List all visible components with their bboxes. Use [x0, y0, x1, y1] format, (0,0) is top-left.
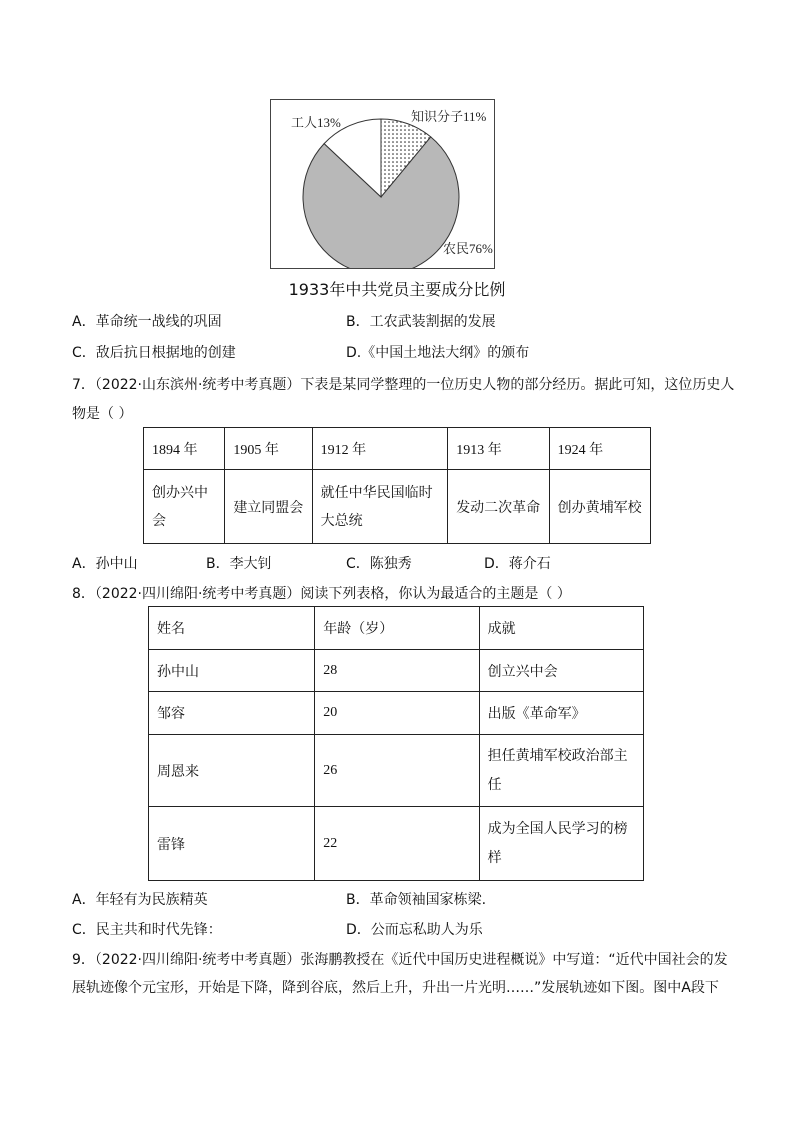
q8-age-cell: 20	[315, 692, 479, 735]
q7-option-a[interactable]: A．孙中山	[72, 556, 138, 572]
slice-label-intellectual: 知识分子11%	[411, 109, 487, 124]
q8-age-cell: 26	[315, 735, 479, 807]
q7-year-cell: 1905 年	[225, 428, 312, 470]
q8-header-cell: 年龄（岁）	[315, 607, 479, 650]
q8-name-cell: 孙中山	[149, 650, 315, 692]
q7-event-cell: 创办黄埔军校	[549, 470, 650, 544]
q8-header-cell: 成就	[479, 607, 643, 650]
q7-event-cell: 创办兴中会	[144, 470, 225, 544]
q7-year-cell: 1913 年	[448, 428, 549, 470]
q8-achievement-cell: 担任黄埔军校政治部主任	[479, 735, 643, 807]
pie-chart-figure	[270, 99, 495, 269]
q7-event-cell: 就任中华民国临时大总统	[312, 470, 448, 544]
slice-label-farmer: 农民76%	[443, 241, 493, 256]
q7-event-cell: 建立同盟会	[225, 470, 312, 544]
q7-event-row	[144, 470, 651, 544]
q8-header-row	[149, 607, 644, 650]
q8-name-cell: 雷锋	[149, 807, 315, 881]
q8-table-row	[149, 650, 644, 692]
q8-option-c[interactable]: C．民主共和时代先锋：	[72, 922, 222, 938]
q8-stem: 8．（2022·四川绵阳·统考中考真题）阅读下列表格，你认为最适合的主题是（ ）	[72, 586, 571, 602]
q7-year-row	[144, 428, 651, 470]
q8-name-cell: 邹容	[149, 692, 315, 735]
q7-stem-line2: 物是（ ）	[72, 406, 133, 422]
q9-stem: 9．（2022·四川绵阳·统考中考真题）张海鹏教授在《近代中国历史进程概说》中写道：“近代中国社会的发展轨迹像个元宝形，开始是下降，降到谷底，然后上升，升出一片光明……”发展轨迹如下图。图中A段下	[72, 952, 728, 996]
chart-title: 1933年中共党员主要成分比例	[288, 280, 506, 299]
q8-table-row	[149, 735, 644, 807]
q7-year-cell: 1912 年	[312, 428, 448, 470]
q7-option-d[interactable]: D．蒋介石	[484, 556, 551, 572]
pie-chart	[271, 100, 494, 268]
q6-option-d[interactable]: D.《中国土地法大纲》的颁布	[346, 345, 530, 361]
q7-year-cell: 1894 年	[144, 428, 225, 470]
q8-option-a[interactable]: A．年轻有为民族精英	[72, 892, 208, 908]
q8-name-cell: 周恩来	[149, 735, 315, 807]
q7-option-b[interactable]: B．李大钊	[206, 556, 272, 572]
q7-table	[143, 427, 651, 544]
q6-option-c[interactable]: C．敌后抗日根据地的创建	[72, 345, 236, 361]
q8-achievement-cell: 成为全国人民学习的榜样	[479, 807, 643, 881]
q7-year-cell: 1924 年	[549, 428, 650, 470]
slice-label-worker: 工人13%	[291, 115, 341, 130]
q8-header-cell: 姓名	[149, 607, 315, 650]
q8-table-row	[149, 807, 644, 881]
q6-option-b[interactable]: B．工农武装割据的发展	[346, 314, 496, 330]
q7-option-c[interactable]: C．陈独秀	[346, 556, 412, 572]
q8-option-b[interactable]: B．革命领袖国家栋梁.	[346, 892, 487, 908]
q8-option-d[interactable]: D．公而忘私助人为乐	[346, 922, 483, 938]
q6-option-a[interactable]: A．革命统一战线的巩固	[72, 314, 222, 330]
q7-stem-line1: 7．（2022·山东滨州·统考中考真题）下表是某同学整理的一位历史人物的部分经历。据此可知，这位历史人	[72, 377, 735, 393]
q8-table	[148, 606, 644, 881]
q8-achievement-cell: 创立兴中会	[479, 650, 643, 692]
q8-table-row	[149, 692, 644, 735]
q7-event-cell: 发动二次革命	[448, 470, 549, 544]
q8-achievement-cell: 出版《革命军》	[479, 692, 643, 735]
q8-age-cell: 22	[315, 807, 479, 881]
q8-age-cell: 28	[315, 650, 479, 692]
